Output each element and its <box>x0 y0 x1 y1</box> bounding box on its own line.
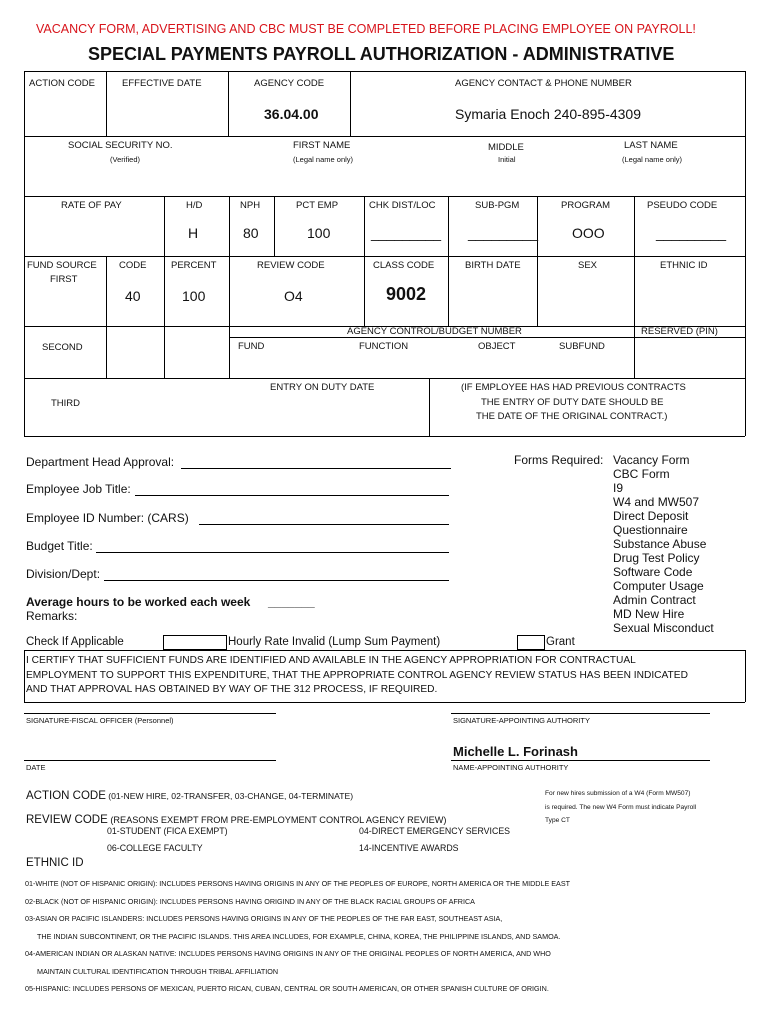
agency-contact-value[interactable]: Symaria Enoch 240-895-4309 <box>455 106 642 122</box>
certify-line: I CERTIFY THAT SUFFICIENT FUNDS ARE IDENTIFIED AND AVAILABLE IN THE AGENCY APPROPRIATION FOR CONTRACTUAL <box>26 655 636 666</box>
action-code-label: ACTION CODE <box>29 78 95 89</box>
avg-hours-label: Average hours to be worked each week <box>26 595 251 609</box>
grant-checkbox[interactable] <box>517 635 545 650</box>
certify-line: EMPLOYMENT TO SUPPORT THIS EXPENDITURE, THAT THE APPROPRIATE CONTROL AGENCY REVIEW STATUS HAS BEEN INDICATED <box>26 669 688 681</box>
middle-sublabel: Initial <box>498 155 516 164</box>
job-title-label: Employee Job Title: <box>26 482 131 496</box>
pseudo-code-value[interactable]: _________ <box>656 225 727 241</box>
last-name-sublabel: (Legal name only) <box>622 155 683 164</box>
forms-required-item: Substance Abuse <box>613 537 707 551</box>
review-code-value[interactable]: O4 <box>284 288 303 304</box>
nph-label: NPH <box>240 200 261 211</box>
first-name-sublabel: (Legal name only) <box>293 155 354 164</box>
action-code-legend <box>26 786 353 804</box>
program-label: PROGRAM <box>561 200 611 211</box>
hourly-rate-checkbox[interactable] <box>163 635 227 650</box>
pseudo-code-label: PSEUDO CODE <box>647 200 718 211</box>
effective-date-label: EFFECTIVE DATE <box>122 78 202 89</box>
last-name-label: LAST NAME <box>624 140 678 151</box>
code-value[interactable]: 40 <box>125 288 141 304</box>
eod-note-line3: THE DATE OF THE ORIGINAL CONTRACT.) <box>476 411 668 422</box>
second-label: SECOND <box>42 342 83 353</box>
appointing-authority-signature-line[interactable] <box>451 713 710 714</box>
w4-note-line: is required. The new W4 Form must indicate Payroll <box>545 803 697 811</box>
chk-dist-value[interactable]: _________ <box>371 225 442 241</box>
budget-title-label: Budget Title: <box>26 539 93 553</box>
check-if-applicable-label: Check If Applicable <box>26 636 124 648</box>
grant-label: Grant <box>546 636 575 648</box>
name-appointing-authority-label: NAME-APPOINTING AUTHORITY <box>453 763 569 772</box>
ethnic-line: MAINTAIN CULTURAL IDENTIFICATION THROUGH TRIBAL AFFILIATION <box>37 966 279 976</box>
review-code-01: 01-STUDENT (FICA EXEMPT) <box>107 826 228 836</box>
review-code-14: 14-INCENTIVE AWARDS <box>359 843 459 853</box>
employee-id-label: Employee ID Number: (CARS) <box>26 511 189 525</box>
hourly-rate-label: Hourly Rate Invalid (Lump Sum Payment) <box>228 636 441 648</box>
fiscal-officer-signature-label: SIGNATURE-FISCAL OFFICER (Personnel) <box>26 716 174 725</box>
forms-required-item: Sexual Misconduct <box>613 621 714 635</box>
nph-value[interactable]: 80 <box>243 225 259 241</box>
ethnic-id-legend-head: ETHNIC ID <box>26 857 84 869</box>
subfund-label: SUBFUND <box>559 341 605 352</box>
sub-pgm-value[interactable]: _________ <box>468 225 539 241</box>
hd-label: H/D <box>186 200 203 211</box>
pct-emp-label: PCT EMP <box>296 200 339 211</box>
review-code-legend-desc: (REASONS EXEMPT FROM PRE-EMPLOYMENT CONTROL AGENCY REVIEW) <box>107 815 447 825</box>
fund-label: FUND <box>238 341 265 352</box>
class-code-label: CLASS CODE <box>373 260 435 271</box>
ethnic-line: THE INDIAN SUBCONTINENT, OR THE PACIFIC ISLANDS. THIS AREA INCLUDES, FOR EXAMPLE, CHINA, KOREA, THE PHILIPPINE ISLANDS, AND SAMOA. <box>37 931 561 941</box>
forms-required-item: Vacancy Form <box>613 453 690 467</box>
forms-required-item: Direct Deposit <box>613 509 689 523</box>
rate-of-pay-label: RATE OF PAY <box>61 200 122 211</box>
w4-note-line: For new hires submission of a W4 (Form MW507) <box>545 790 691 797</box>
program-value[interactable]: OOO <box>572 225 605 241</box>
review-code-04: 04-DIRECT EMERGENCY SERVICES <box>359 826 511 836</box>
fiscal-officer-signature-line[interactable] <box>24 713 276 714</box>
ethnic-id-legend <box>25 875 570 998</box>
sex-label: SEX <box>578 260 598 271</box>
third-label: THIRD <box>51 398 81 409</box>
hd-value[interactable]: H <box>188 225 199 241</box>
ethnic-line: 04-AMERICAN INDIAN OR ALASKAN NATIVE: INCLUDES PERSONS HAVING ORIGINS IN ANY OF THE ORIGINAL PEOPLES OF NORTH AMERICA, AND WHO <box>25 949 551 958</box>
division-label: Division/Dept: <box>26 567 101 581</box>
pct-emp-value[interactable]: 100 <box>307 225 331 241</box>
appointing-authority-signature-label: SIGNATURE-APPOINTING AUTHORITY <box>453 716 590 725</box>
acbn-label: AGENCY CONTROL/BUDGET NUMBER <box>347 326 522 337</box>
certify-line: AND THAT APPROVAL HAS OBTAINED BY WAY OF THE 312 PROCESS, IF REQUIRED. <box>26 684 438 695</box>
job-title-line[interactable] <box>135 495 449 496</box>
forms-required-item: Drug Test Policy <box>613 551 700 565</box>
birth-date-label: BIRTH DATE <box>465 260 521 271</box>
division-line[interactable] <box>104 580 449 581</box>
ethnic-line: 02-BLACK (NOT OF HISPANIC ORIGIN): INCLUDES PERSONS HAVING ORIGIND IN ANY OF THE BLACK RACIAL GROUPS OF AFRICA <box>25 896 475 906</box>
forms-required-label: Forms Required: <box>514 453 604 467</box>
eod-note-line2: THE ENTRY OF DUTY DATE SHOULD BE <box>481 397 664 408</box>
percent-label: PERCENT <box>171 260 217 271</box>
forms-required-item: Software Code <box>613 565 693 579</box>
appointing-authority-name[interactable]: Michelle L. Forinash <box>453 744 578 759</box>
avg-hours-blank[interactable]: _______ <box>268 595 315 609</box>
agency-code-value[interactable]: 36.04.00 <box>264 106 319 122</box>
eod-note-line1: (IF EMPLOYEE HAS HAD PREVIOUS CONTRACTS <box>461 382 686 393</box>
name-appointing-authority-line <box>451 760 710 761</box>
fund-source-label: FUND SOURCE <box>27 260 97 271</box>
forms-required-item: Questionnaire <box>613 523 688 537</box>
reserved-pin-label: RESERVED (PIN) <box>641 326 718 337</box>
ssn-sublabel: (Verified) <box>110 155 141 164</box>
review-code-legend-head: REVIEW CODE <box>26 814 108 826</box>
agency-code-label: AGENCY CODE <box>254 78 325 89</box>
forms-required-item: Admin Contract <box>613 593 696 607</box>
action-code-legend-desc: (01-NEW HIRE, 02-TRANSFER, 03-CHANGE, 04-TERMINATE) <box>105 791 354 801</box>
ethnic-id-label: ETHNIC ID <box>660 260 708 271</box>
ethnic-line: 03-ASIAN OR PACIFIC ISLANDERS: INCLUDES PERSONS HAVING ORIGINS IN ANY OF THE PEOPLES OF THE FAR EAST, SOUTHEAST ASIA, <box>25 914 503 923</box>
agency-contact-label: AGENCY CONTACT & PHONE NUMBER <box>455 78 632 89</box>
dept-head-approval-line[interactable] <box>181 468 451 469</box>
action-code-legend-head: ACTION CODE <box>26 790 106 802</box>
percent-value[interactable]: 100 <box>182 288 206 304</box>
ssn-label: SOCIAL SECURITY NO. <box>68 140 173 151</box>
review-code-06: 06-COLLEGE FACULTY <box>107 843 203 853</box>
object-label: OBJECT <box>478 341 516 352</box>
class-code-value[interactable]: 9002 <box>386 284 427 304</box>
forms-required-item: Computer Usage <box>613 579 704 593</box>
forms-required-item: W4 and MW507 <box>613 495 700 509</box>
forms-required-item: MD New Hire <box>613 607 685 621</box>
first-name-label: FIRST NAME <box>293 140 351 151</box>
w4-note-line: Type CT <box>545 817 570 824</box>
review-code-label: REVIEW CODE <box>257 260 325 271</box>
warning-banner: VACANCY FORM, ADVERTISING AND CBC MUST BE COMPLETED BEFORE PLACING EMPLOYEE ON PAYROLL! <box>36 22 696 36</box>
first-fund-label: FIRST <box>50 274 78 285</box>
remarks-label: Remarks: <box>26 609 78 623</box>
entry-on-duty-label: ENTRY ON DUTY DATE <box>270 382 375 393</box>
chk-dist-label: CHK DIST/LOC <box>369 200 436 211</box>
middle-label: MIDDLE <box>488 142 524 153</box>
ethnic-line: 05-HISPANIC: INCLUDES PERSONS OF MEXICAN, PUERTO RICAN, CUBAN, CENTRAL OR SOUTH AMERICAN, OR OTHER SPANISH CULTURE OF ORIGIN. <box>25 984 549 993</box>
sub-pgm-label: SUB-PGM <box>475 200 520 211</box>
certification-text <box>26 654 688 698</box>
function-label: FUNCTION <box>359 341 409 352</box>
budget-title-line[interactable] <box>96 552 449 553</box>
forms-required-item: CBC Form <box>613 467 670 481</box>
employee-id-line[interactable] <box>199 524 449 525</box>
code-label: CODE <box>119 260 147 271</box>
w4-note <box>545 787 696 828</box>
date-line[interactable] <box>24 760 276 761</box>
forms-required-item: I9 <box>613 481 624 495</box>
ethnic-line: 01-WHITE (NOT OF HISPANIC ORIGIN): INCLUDES PERSONS HAVING ORIGINS IN ANY OF THE PEOPLES OF EUROPE, NORTH AMERICA OR THE MIDDLE EAST <box>25 879 571 888</box>
date-label: DATE <box>26 763 46 772</box>
dept-head-approval-label: Department Head Approval: <box>26 455 175 469</box>
form-title: SPECIAL PAYMENTS PAYROLL AUTHORIZATION - ADMINISTRATIVE <box>88 44 675 64</box>
